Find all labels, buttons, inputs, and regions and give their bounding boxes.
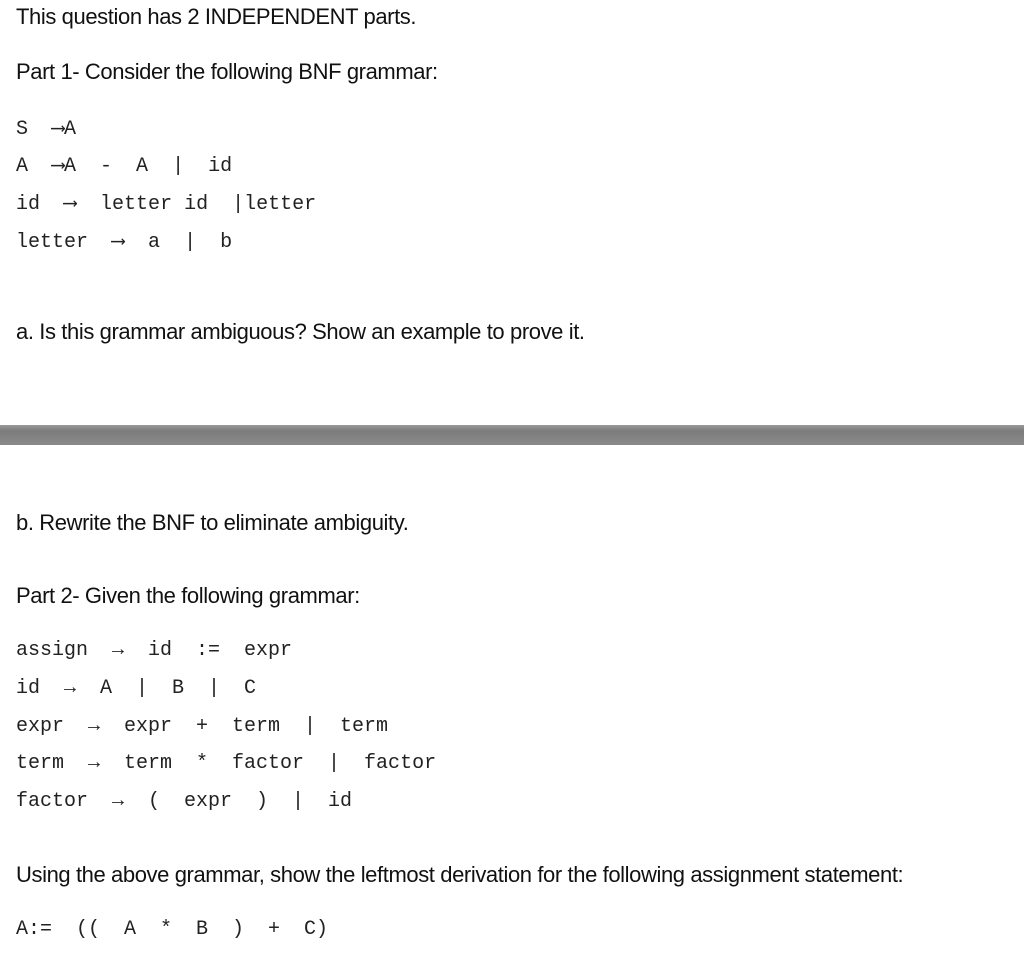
question-a: a. Is this grammar ambiguous? Show an example to prove it. [16, 319, 585, 344]
grammar-rule: S ⟶A [16, 118, 77, 141]
grammar-rule: expr → expr + term | term [16, 715, 389, 738]
part2-heading: Part 2- Given the following grammar: [16, 583, 360, 608]
assignment-statement: A:= (( A * B ) + C) [16, 918, 329, 941]
part2-instruction: Using the above grammar, show the leftmost derivation for the following assignment statement: [16, 862, 904, 887]
grammar-rule: id ⟶ letter id |letter [16, 193, 317, 216]
grammar-rule: A ⟶A - A | id [16, 155, 233, 178]
grammar-rule: letter ⟶ a | b [16, 231, 233, 254]
grammar-rule: factor → ( expr ) | id [16, 790, 353, 813]
grammar-rule: assign → id := expr [16, 639, 293, 662]
grammar-rule: id → A | B | C [16, 677, 257, 700]
page-divider [0, 425, 1024, 445]
part1-heading: Part 1- Consider the following BNF grammar: [16, 59, 438, 84]
intro-text: This question has 2 INDEPENDENT parts. [16, 4, 417, 29]
question-b: b. Rewrite the BNF to eliminate ambiguity. [16, 510, 409, 535]
grammar-rule: term → term * factor | factor [16, 752, 437, 775]
